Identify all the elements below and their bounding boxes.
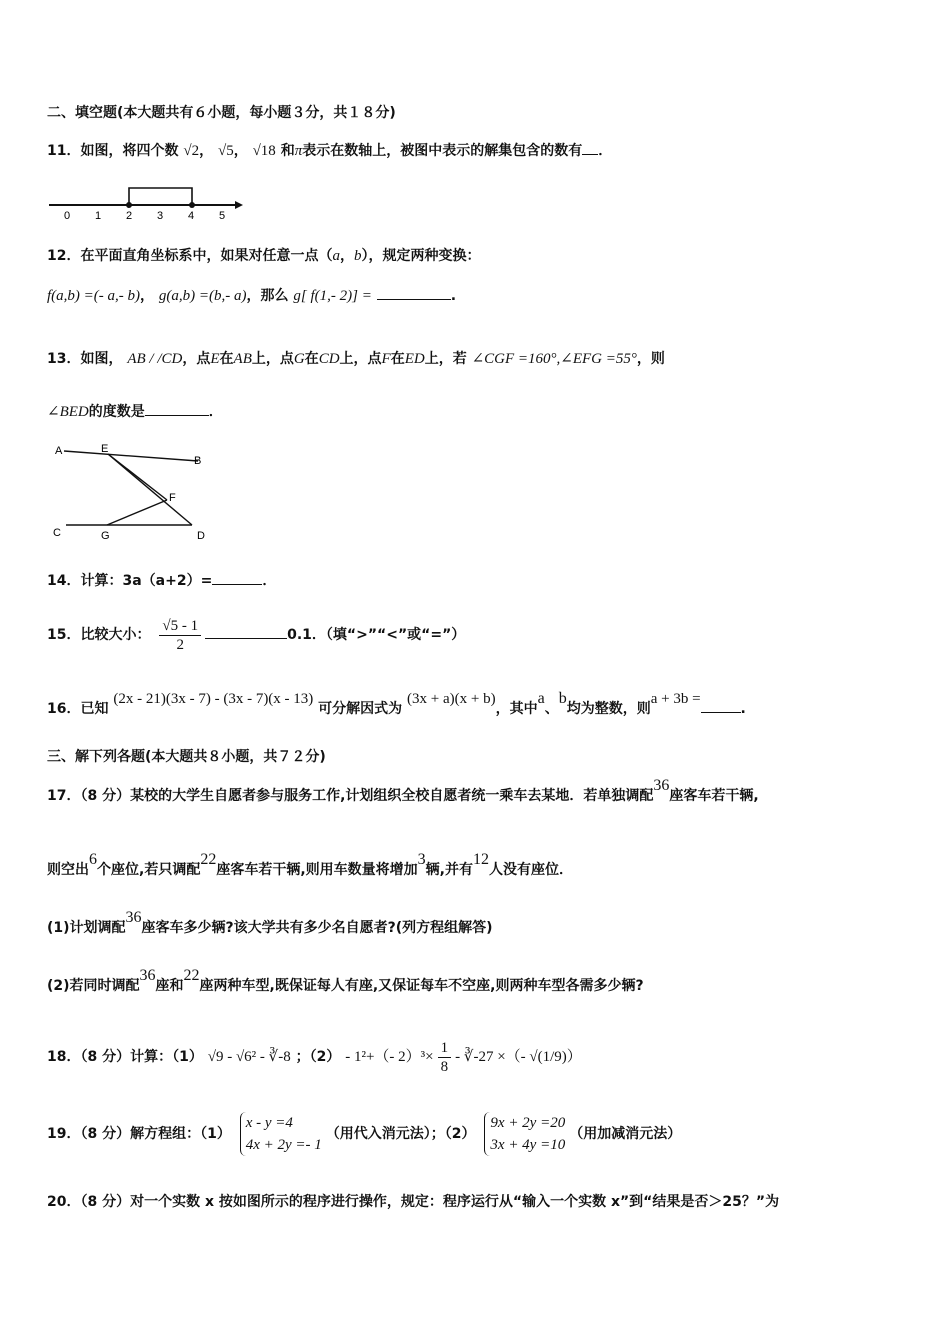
math-pi: π [294, 143, 303, 159]
question-20: 20．（8 分）对一个实数 x 按如图所示的程序进行操作，规定：程序运行从“输入一个实数 x”到“结果是否＞25？”为 [47, 1194, 780, 1210]
answer-blank [205, 624, 287, 639]
question-number: 11． [47, 143, 81, 159]
fraction: $\frac{√5 - 1}{2}$ [159, 617, 201, 654]
point-label-d: D [197, 530, 205, 542]
math-factored-form: (3x + a)(x + b) [407, 691, 496, 707]
math-sqrt5: √5 [217, 143, 234, 159]
number-line-figure [45, 180, 245, 222]
math-g-transform: g(a,b) =(b,- a) [158, 288, 247, 304]
segment-gf [107, 500, 167, 525]
question-13-line2: ∠BED的度数是 ． [47, 401, 223, 422]
answer-blank [145, 401, 209, 416]
question-number: 12． [47, 248, 81, 264]
question-number: 19． [47, 1126, 81, 1142]
question-11: 11．如图，将四个数 √2， √5， √18 和π表示在数轴上，被图中表示的解集包含的数有 ． [47, 140, 612, 161]
equation-system-1: x - y =4 4x + 2y =- 1 [240, 1112, 322, 1156]
math-expression-2b: - ∛-27 ×（- √(1/9)） [455, 1049, 582, 1065]
section-2-heading: 二、填空题(本大题共有６小题，每小题３分，共１８分) [47, 105, 396, 121]
geometry-figure [48, 438, 218, 546]
tick-label-3: 3 [157, 210, 164, 222]
math-angles: ∠CGF =160°,∠EFG =55° [471, 351, 637, 367]
point-label-a: A [55, 445, 63, 457]
answer-blank [701, 698, 741, 713]
answer-blank [582, 140, 598, 155]
tick-label-2: 2 [126, 210, 133, 222]
question-12-formula: f(a,b) =(- a,- b)， g(a,b) =(b,- a)，那么 g[ f(1,- 2)] = . [47, 285, 456, 306]
tick-label-4: 4 [188, 210, 195, 222]
math-expression: (2x - 21)(3x - 7) - (3x - 7)(x - 13) [113, 691, 314, 707]
tick-label-1: 1 [95, 210, 102, 222]
question-19: 19．（8 分）解方程组：（1） x - y =4 4x + 2y =- 1 （用代入消元法）；（2） 9x + 2y =20 3x + 4y =10 （用加减消元法） [47, 1112, 681, 1156]
question-number: 20． [47, 1194, 81, 1210]
question-14: 14．计算：3a（a+2）= ． [47, 570, 276, 591]
question-17-line2: 则空出6个座位,若只调配22座客车若干辆,则用车数量将增加3辆,并有12人没有座位． [47, 851, 573, 878]
question-17-part-1: (1)计划调配36座客车多少辆?该大学共有多少名自愿者?(列方程组解答) [47, 909, 493, 936]
answer-blank [212, 570, 262, 585]
point-label-b: B [194, 455, 202, 467]
question-number: 14． [47, 573, 81, 589]
point-label-f: F [169, 492, 176, 504]
math-expression-2a: - 1²+（- 2）³× [345, 1049, 434, 1065]
answer-blank [377, 285, 451, 300]
closed-point-2 [126, 202, 132, 208]
question-18: 18．（8 分）计算：（1） √9 - √6² - ∛-8 ；（2） - 1²+（- 2）³× $\frac{1}{8}$ - ∛-27 ×（- √(1/9)） [47, 1039, 582, 1075]
question-number: 16． [47, 701, 81, 717]
point-label-c: C [53, 527, 61, 539]
math-f-transform: f(a,b) =(- a,- b) [47, 288, 141, 304]
question-13: 13．如图， AB / /CD，点E在AB上，点G在CD上，点F在ED上，若 ∠CGF =160°,∠EFG =55°，则 [47, 351, 665, 367]
segment-ef [108, 454, 167, 500]
question-17-part-2: (2)若同时调配36座和22座两种车型,既保证每人有座,又保证每车不空座,则两种车型各需多少辆? [47, 967, 644, 994]
solution-bracket [129, 188, 192, 205]
math-composite: g[ f(1,- 2)] = [293, 288, 372, 304]
question-number: 13． [47, 351, 81, 367]
tick-label-5: 5 [219, 210, 226, 222]
fraction: $\frac{1}{8}$ [438, 1039, 452, 1076]
closed-point-4 [189, 202, 195, 208]
math-sqrt18: √18 [252, 143, 276, 159]
question-number: 18． [47, 1049, 81, 1065]
line-ab [64, 451, 198, 461]
question-15: 15．比较大小： $\frac{√5 - 1}{2}$ 0.1．（填“>”“<”或“=”） [47, 617, 466, 653]
math-sqrt2: √2 [183, 143, 200, 159]
equation-system-2: 9x + 2y =20 3x + 4y =10 [484, 1112, 565, 1156]
point-label-g: G [101, 530, 110, 542]
math-expression-1: √9 - √6² - ∛-8 [207, 1049, 291, 1065]
section-3-heading: 三、解下列各题(本大题共８小题，共７２分) [47, 749, 326, 765]
arrow-head-icon [235, 201, 243, 209]
point-label-e: E [101, 443, 109, 455]
tick-label-0: 0 [64, 210, 71, 222]
question-16: 16．已知 (2x - 21)(3x - 7) - (3x - 7)(x - 13) 可分解因式为 (3x + a)(x + b)，其中a、b均为整数，则a + 3b =. [47, 690, 746, 717]
question-number: 17． [47, 788, 81, 804]
question-12: 12．在平面直角坐标系中，如果对任意一点（a，b），规定两种变换： [47, 248, 481, 264]
question-17: 17．（8 分）某校的大学生自愿者参与服务工作,计划组织全校自愿者统一乘车去某地．若单独调配36座客车若干辆, [47, 777, 759, 804]
question-number: 15． [47, 627, 81, 643]
